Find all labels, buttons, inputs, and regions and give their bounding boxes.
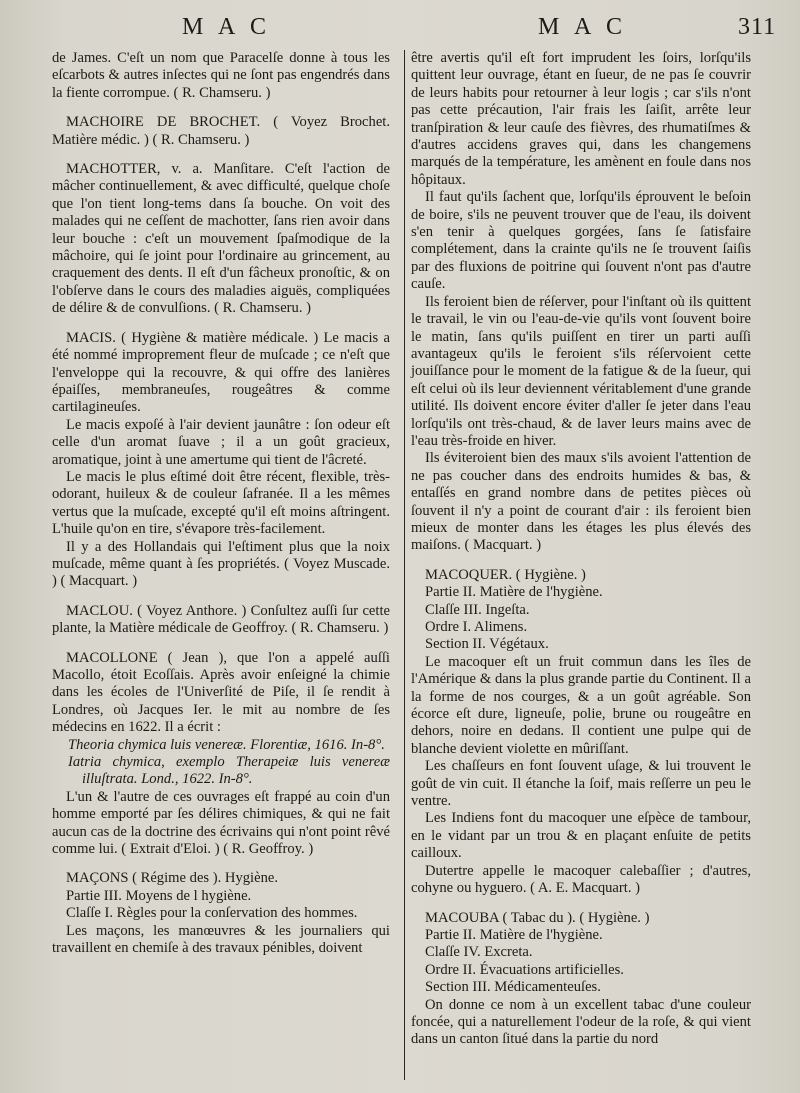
paragraph: Les chaſſeurs en font ſouvent uſage, & lui trouvent le goût de vin cuit. Il étanche la ſoif, mais reſſerre un peu le ventre. xyxy=(411,758,751,810)
classification-line: Section III. Médicamenteuſes. xyxy=(425,979,601,996)
entry-macollone: MACOLLONE ( Jean ), que l'on a appelé auſſi Macollo, étoit Ecoſſais. Après avoir enſeigné la chimie dans les écoles de l'Univerſité de Piſe, il ſe rendit à Londres, où Jacques Ier. le mit au nombre de ſes médecins en 1622. Il a écrit : xyxy=(52,649,390,736)
classification-line: Claſſe IV. Excreta. xyxy=(425,944,533,961)
classification-line: Partie III. Moyens de l hygiène. xyxy=(66,887,252,904)
paragraph: Il y a des Hollandais qui l'eſtiment plus que la noix muſcade, même quant à ſes propriétés. ( Voyez Muscade. ) ( Macquart. ) xyxy=(52,538,390,590)
paragraph: Les Indiens font du macoquer une eſpèce de tambour, en le vidant par un trou & en plaçant enſuite de petits cailloux. xyxy=(411,810,751,862)
paragraph: Les maçons, les manœuvres & les journaliers qui travaillent en chemiſe à des travaux pénibles, doivent xyxy=(52,922,390,957)
entry-maclou: MACLOU. ( Voyez Anthore. ) Conſultez auſſi ſur cette plante, la Matière médicale de Geoffroy. ( R. Chamseru. ) xyxy=(52,602,390,637)
paragraph: être avertis qu'il eſt fort imprudent les ſoirs, lorſqu'ils quittent leur ouvrage, étant en ſueur, de ne pas ſe couvrir de leurs habits pour retourner à leur logis ; car s'ils n'ont pas cette précaution, l'air frais les ſaiſit, arrête leur tranſpiration & leur cauſe des fièvres, des rhumatiſmes & d'autres accidens graves qui, dans les changemens marqués de la température, les amènent en foule dans nos hôpitaux. xyxy=(411,50,751,188)
paragraph: de James. C'eſt un nom que Paracelſe donne à tous les eſcarbots & autres inſectes qui ne ſont pas engendrés dans la fiente corrompue. ( R. Chamseru. ) xyxy=(52,50,390,101)
entry-macoquer: MACOQUER. ( Hygiène. ) xyxy=(425,566,586,583)
entry-machotter: MACHOTTER, v. a. Manſitare. C'eſt l'action de mâcher continuellement, & avec difficulté, quelque choſe que l'on tient long-tems dans ſa bouche. On voit des malades qui ne ceſſent de machotter, ſans rien avoir dans leur bouche : c'eſt un mouvement ſpaſmodique de la mâchoire, qui ſe joint pour l'ordinaire au grincement, au craquement des dents. Il eſt d'un fâcheux pronoſtic, & on l'obſerve dans le cours des maladies aiguës, compliquées de délire & de convulſions. ( R. Chamseru. ) xyxy=(52,161,390,317)
classification-line: Partie II. Matière de l'hygiène. xyxy=(425,584,603,601)
paragraph: Le macoquer eſt un fruit commun dans les îles de l'Amérique & dans la plus grande partie du Continent. Il a la forme de nos courges, & a un goût agréable. Son écorce eſt dure, ligneuſe, polie, brune ou rougeâtre en dehors, noire en dedans. Il contient une pulpe qui de blanche devient violette en mûriſſant. xyxy=(411,653,751,757)
paragraph: Le macis le plus eſtimé doit être récent, flexible, très-odorant, huileux & de couleur ſafranée. Il a les mêmes vertus que la muſcade, excepté qu'il eſt moins aſtringent. L'huile qu'on en tire, s'évapore très-facilement. xyxy=(52,468,390,538)
classification-line: Claſſe I. Règles pour la conſervation des hommes. xyxy=(66,905,358,922)
bibliography-item: Iatria chymica, exemplo Therapeiæ luis venereæ illuſtrata. Lond., 1622. In-8°. xyxy=(68,754,390,788)
paragraph: On donne ce nom à un excellent tabac d'une couleur foncée, qui a naturellement l'odeur de la roſe, & qui vient dans un canton ſitué dans la partie du nord xyxy=(411,996,751,1048)
entry-macons: MAÇONS ( Régime des ). Hygiène. xyxy=(66,870,278,887)
classification-line: Partie II. Matière de l'hygiène. xyxy=(425,926,603,943)
classification-line: Ordre II. Évacuations artificielles. xyxy=(425,961,624,978)
classification-line: Section II. Végétaux. xyxy=(425,636,549,653)
right-column xyxy=(411,50,751,1049)
classification-line: Claſſe III. Ingeſta. xyxy=(425,601,530,618)
header-left-title: M A C xyxy=(182,14,272,40)
bibliography-item: Theoria chymica luis venereæ. Florentiæ, 1616. In-8°. xyxy=(68,736,385,753)
paragraph: L'un & l'autre de ces ouvrages eſt frappé au coin d'un homme emporté par ſes délires chimiques, & qui ne fait aucun cas de la doctrine des écrivains qui n'ont point rêvé comme lui. ( Extrait d'Eloi. ) ( R. Geoffroy. ) xyxy=(52,788,390,858)
paragraph: Dutertre appelle le macoquer calebaſſier ; d'autres, cohyne ou hyguero. ( A. E. Macquart. ) xyxy=(411,862,751,897)
left-column xyxy=(52,50,390,958)
entry-machoire: MACHOIRE DE BROCHET. ( Voyez Brochet. Matière médic. ) ( R. Chamseru. ) xyxy=(52,114,390,148)
entry-macouba: MACOUBA ( Tabac du ). ( Hygiène. ) xyxy=(425,909,650,926)
header-right-title: M A C xyxy=(538,14,628,40)
paragraph: Il faut qu'ils ſachent que, lorſqu'ils éprouvent le beſoin de boire, s'ils ne peuvent trouver que de l'eau, ils doivent s'en tenir à quelques gorgées, ſans ſe ſatisfaire complétement, dans la crainte qu'ils ne ſe trouvent ſaiſis par des fluxions de poitrine qui ſouvent n'ont pas d'autre cauſe. xyxy=(411,189,751,293)
paragraph: Ils feroient bien de réſerver, pour l'inſtant où ils quittent le travail, le vin ou l'eau-de-vie qu'ils vont ſouvent boire le matin, ſans qu'ils puiſſent en tirer un parti auſſi avantageux qu'ils le feroient s'ils réſervoient cette jouiſſance pour le moment de la fatigue & de la ſueur, qui eſt celui où ils leur deviennent véritablement d'une grande utilité. Ils doivent encore éviter d'aller ſe jeter dans l'eau lorſqu'ils ont très-chaud, & de laver leurs mains avec de l'eau très-froide en hiver. xyxy=(411,293,751,449)
column-divider xyxy=(404,50,405,1080)
classification-line: Ordre I. Alimens. xyxy=(425,619,528,635)
paragraph: Le macis expoſé à l'air devient jaunâtre : ſon odeur eſt celle d'un aromat ſuave ; il a un goût gracieux, aromatique, joint à une amertume qui tient de l'âcreté. xyxy=(52,416,390,468)
page-number: 311 xyxy=(738,14,777,40)
paragraph: Ils éviteroient bien des maux s'ils avoient l'attention de ne pas coucher dans des endroits humides & bas, & entaſſés en grand nombre dans de petites pièces où ſouvent il n'y a point de courant d'air : ils feroient bien mieux de monter dans les étages les plus élevés des maiſons. ( Macquart. ) xyxy=(411,450,751,554)
entry-macis: MACIS. ( Hygiène & matière médicale. ) Le macis a été nommé improprement fleur de muſcade ; ce n'eſt que l'enveloppe qui la recouvre, & qui offre des lanières épaiſſes, membraneuſes, rougeâtres & comme cartilagineuſes. xyxy=(52,329,390,416)
